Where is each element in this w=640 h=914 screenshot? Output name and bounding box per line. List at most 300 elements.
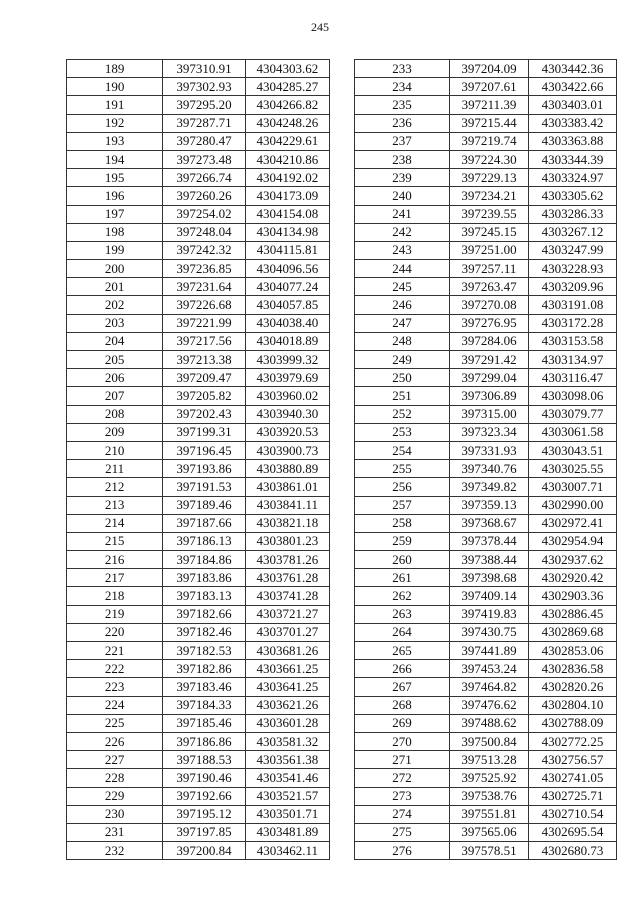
y-coordinate-cell: 4303228.93 [529, 260, 617, 278]
table-row [355, 114, 617, 132]
x-coordinate-cell: 397409.14 [450, 587, 529, 605]
x-coordinate-cell: 397193.86 [163, 460, 245, 478]
table-row [355, 423, 617, 441]
x-coordinate-cell: 397245.15 [450, 223, 529, 241]
y-coordinate-cell: 4303601.28 [245, 714, 329, 732]
y-coordinate-cell: 4302710.54 [529, 805, 617, 823]
x-coordinate-cell: 397204.09 [450, 60, 529, 78]
table-row [355, 787, 617, 805]
point-number-cell: 228 [67, 769, 163, 787]
point-number-cell: 202 [67, 296, 163, 314]
y-coordinate-cell: 4303841.11 [245, 496, 329, 514]
y-coordinate-cell: 4303462.11 [245, 842, 329, 860]
table-row [355, 514, 617, 532]
point-number-cell: 258 [355, 514, 450, 532]
table-row [67, 278, 330, 296]
y-coordinate-cell: 4302836.58 [529, 660, 617, 678]
y-coordinate-cell: 4303861.01 [245, 478, 329, 496]
table-row [67, 205, 330, 223]
table-row [355, 751, 617, 769]
x-coordinate-cell: 397306.89 [450, 387, 529, 405]
point-number-cell: 268 [355, 696, 450, 714]
x-coordinate-cell: 397266.74 [163, 169, 245, 187]
point-number-cell: 272 [355, 769, 450, 787]
table-row [355, 369, 617, 387]
table-row [355, 187, 617, 205]
point-number-cell: 262 [355, 587, 450, 605]
table-row [355, 551, 617, 569]
point-number-cell: 254 [355, 441, 450, 459]
x-coordinate-cell: 397195.12 [163, 805, 245, 823]
y-coordinate-cell: 4304229.61 [245, 132, 329, 150]
x-coordinate-cell: 397186.86 [163, 732, 245, 750]
x-coordinate-cell: 397419.83 [450, 605, 529, 623]
table-row [355, 569, 617, 587]
x-coordinate-cell: 397207.61 [450, 78, 529, 96]
point-number-cell: 216 [67, 551, 163, 569]
point-number-cell: 249 [355, 351, 450, 369]
table-row [67, 642, 330, 660]
x-coordinate-cell: 397291.42 [450, 351, 529, 369]
x-coordinate-cell: 397349.82 [450, 478, 529, 496]
x-coordinate-cell: 397184.33 [163, 696, 245, 714]
x-coordinate-cell: 397251.00 [450, 241, 529, 259]
table-row [355, 241, 617, 259]
x-coordinate-cell: 397276.95 [450, 314, 529, 332]
y-coordinate-cell: 4303286.33 [529, 205, 617, 223]
point-number-cell: 276 [355, 842, 450, 860]
y-coordinate-cell: 4303999.32 [245, 351, 329, 369]
x-coordinate-cell: 397209.47 [163, 369, 245, 387]
table-row [355, 678, 617, 696]
table-row [67, 769, 330, 787]
point-number-cell: 275 [355, 823, 450, 841]
point-number-cell: 215 [67, 532, 163, 550]
y-coordinate-cell: 4304173.09 [245, 187, 329, 205]
x-coordinate-cell: 397464.82 [450, 678, 529, 696]
table-row [67, 842, 330, 860]
y-coordinate-cell: 4303641.25 [245, 678, 329, 696]
point-number-cell: 250 [355, 369, 450, 387]
x-coordinate-cell: 397221.99 [163, 314, 245, 332]
x-coordinate-cell: 397525.92 [450, 769, 529, 787]
point-number-cell: 261 [355, 569, 450, 587]
point-number-cell: 219 [67, 605, 163, 623]
x-coordinate-cell: 397323.34 [450, 423, 529, 441]
y-coordinate-cell: 4303043.51 [529, 441, 617, 459]
table-row [67, 714, 330, 732]
table-row [67, 787, 330, 805]
y-coordinate-cell: 4302937.62 [529, 551, 617, 569]
y-coordinate-cell: 4303007.71 [529, 478, 617, 496]
point-number-cell: 209 [67, 423, 163, 441]
y-coordinate-cell: 4303134.97 [529, 351, 617, 369]
point-number-cell: 200 [67, 260, 163, 278]
y-coordinate-cell: 4302903.36 [529, 587, 617, 605]
point-number-cell: 232 [67, 842, 163, 860]
table-row [67, 132, 330, 150]
table-row [355, 587, 617, 605]
point-number-cell: 267 [355, 678, 450, 696]
table-row [67, 260, 330, 278]
point-number-cell: 220 [67, 623, 163, 641]
table-row [355, 696, 617, 714]
table-row [67, 296, 330, 314]
table-row [67, 623, 330, 641]
y-coordinate-cell: 4303621.26 [245, 696, 329, 714]
table-row [67, 496, 330, 514]
coordinates-table-left [66, 59, 330, 860]
point-number-cell: 239 [355, 169, 450, 187]
table-row [355, 823, 617, 841]
y-coordinate-cell: 4303172.28 [529, 314, 617, 332]
x-coordinate-cell: 397211.39 [450, 96, 529, 114]
x-coordinate-cell: 397359.13 [450, 496, 529, 514]
table-row [67, 514, 330, 532]
y-coordinate-cell: 4303521.57 [245, 787, 329, 805]
x-coordinate-cell: 397368.67 [450, 514, 529, 532]
x-coordinate-cell: 397257.11 [450, 260, 529, 278]
table-row [67, 223, 330, 241]
point-number-cell: 251 [355, 387, 450, 405]
point-number-cell: 211 [67, 460, 163, 478]
x-coordinate-cell: 397260.26 [163, 187, 245, 205]
y-coordinate-cell: 4302990.00 [529, 496, 617, 514]
y-coordinate-cell: 4303681.26 [245, 642, 329, 660]
x-coordinate-cell: 397388.44 [450, 551, 529, 569]
table-row [355, 260, 617, 278]
point-number-cell: 190 [67, 78, 163, 96]
table-row [355, 532, 617, 550]
y-coordinate-cell: 4303960.02 [245, 387, 329, 405]
x-coordinate-cell: 397430.75 [450, 623, 529, 641]
y-coordinate-cell: 4303422.66 [529, 78, 617, 96]
x-coordinate-cell: 397205.82 [163, 387, 245, 405]
y-coordinate-cell: 4303721.27 [245, 605, 329, 623]
y-coordinate-cell: 4303979.69 [245, 369, 329, 387]
point-number-cell: 221 [67, 642, 163, 660]
point-number-cell: 240 [355, 187, 450, 205]
y-coordinate-cell: 4302820.26 [529, 678, 617, 696]
y-coordinate-cell: 4303581.32 [245, 732, 329, 750]
table-row [67, 805, 330, 823]
table-row [355, 296, 617, 314]
y-coordinate-cell: 4302972.41 [529, 514, 617, 532]
point-number-cell: 238 [355, 150, 450, 168]
point-number-cell: 192 [67, 114, 163, 132]
point-number-cell: 252 [355, 405, 450, 423]
table-row [67, 369, 330, 387]
table-row [355, 642, 617, 660]
table-row [67, 551, 330, 569]
y-coordinate-cell: 4303661.25 [245, 660, 329, 678]
y-coordinate-cell: 4304266.82 [245, 96, 329, 114]
table-row [355, 732, 617, 750]
x-coordinate-cell: 397331.93 [450, 441, 529, 459]
point-number-cell: 203 [67, 314, 163, 332]
y-coordinate-cell: 4302788.09 [529, 714, 617, 732]
x-coordinate-cell: 397229.13 [450, 169, 529, 187]
point-number-cell: 256 [355, 478, 450, 496]
y-coordinate-cell: 4303561.38 [245, 751, 329, 769]
x-coordinate-cell: 397199.31 [163, 423, 245, 441]
x-coordinate-cell: 397551.81 [450, 805, 529, 823]
point-number-cell: 194 [67, 150, 163, 168]
x-coordinate-cell: 397441.89 [450, 642, 529, 660]
x-coordinate-cell: 397263.47 [450, 278, 529, 296]
y-coordinate-cell: 4302869.68 [529, 623, 617, 641]
y-coordinate-cell: 4304248.26 [245, 114, 329, 132]
x-coordinate-cell: 397191.53 [163, 478, 245, 496]
y-coordinate-cell: 4303741.28 [245, 587, 329, 605]
y-coordinate-cell: 4303363.88 [529, 132, 617, 150]
y-coordinate-cell: 4303079.77 [529, 405, 617, 423]
x-coordinate-cell: 397183.13 [163, 587, 245, 605]
table-row [67, 696, 330, 714]
table-row [67, 532, 330, 550]
table-row [355, 460, 617, 478]
table-row [67, 187, 330, 205]
table-row [355, 351, 617, 369]
x-coordinate-cell: 397287.71 [163, 114, 245, 132]
x-coordinate-cell: 397187.66 [163, 514, 245, 532]
x-coordinate-cell: 397565.06 [450, 823, 529, 841]
y-coordinate-cell: 4304285.27 [245, 78, 329, 96]
x-coordinate-cell: 397189.46 [163, 496, 245, 514]
table-row [67, 423, 330, 441]
point-number-cell: 241 [355, 205, 450, 223]
table-row [67, 751, 330, 769]
x-coordinate-cell: 397190.46 [163, 769, 245, 787]
table-row [67, 314, 330, 332]
y-coordinate-cell: 4302920.42 [529, 569, 617, 587]
table-row [67, 823, 330, 841]
point-number-cell: 230 [67, 805, 163, 823]
y-coordinate-cell: 4302756.57 [529, 751, 617, 769]
y-coordinate-cell: 4304018.89 [245, 332, 329, 350]
point-number-cell: 235 [355, 96, 450, 114]
table-row [67, 169, 330, 187]
x-coordinate-cell: 397248.04 [163, 223, 245, 241]
point-number-cell: 244 [355, 260, 450, 278]
point-number-cell: 231 [67, 823, 163, 841]
point-number-cell: 271 [355, 751, 450, 769]
table-row [67, 678, 330, 696]
point-number-cell: 218 [67, 587, 163, 605]
x-coordinate-cell: 397183.86 [163, 569, 245, 587]
x-coordinate-cell: 397185.46 [163, 714, 245, 732]
y-coordinate-cell: 4303324.97 [529, 169, 617, 187]
point-number-cell: 223 [67, 678, 163, 696]
table-row [355, 623, 617, 641]
y-coordinate-cell: 4302853.06 [529, 642, 617, 660]
point-number-cell: 225 [67, 714, 163, 732]
point-number-cell: 236 [355, 114, 450, 132]
x-coordinate-cell: 397340.76 [450, 460, 529, 478]
table-row [355, 150, 617, 168]
y-coordinate-cell: 4303191.08 [529, 296, 617, 314]
table-row [355, 60, 617, 78]
y-coordinate-cell: 4303701.27 [245, 623, 329, 641]
y-coordinate-cell: 4302954.94 [529, 532, 617, 550]
point-number-cell: 224 [67, 696, 163, 714]
x-coordinate-cell: 397315.00 [450, 405, 529, 423]
x-coordinate-cell: 397186.13 [163, 532, 245, 550]
table-row [355, 805, 617, 823]
y-coordinate-cell: 4302680.73 [529, 842, 617, 860]
table-row [67, 460, 330, 478]
point-number-cell: 201 [67, 278, 163, 296]
table-row [67, 78, 330, 96]
x-coordinate-cell: 397219.74 [450, 132, 529, 150]
point-number-cell: 193 [67, 132, 163, 150]
x-coordinate-cell: 397488.62 [450, 714, 529, 732]
point-number-cell: 266 [355, 660, 450, 678]
x-coordinate-cell: 397197.85 [163, 823, 245, 841]
point-number-cell: 269 [355, 714, 450, 732]
y-coordinate-cell: 4303344.39 [529, 150, 617, 168]
y-coordinate-cell: 4303247.99 [529, 241, 617, 259]
y-coordinate-cell: 4303541.46 [245, 769, 329, 787]
table-row [355, 769, 617, 787]
table-row [355, 478, 617, 496]
y-coordinate-cell: 4304038.40 [245, 314, 329, 332]
point-number-cell: 264 [355, 623, 450, 641]
table-row [355, 441, 617, 459]
y-coordinate-cell: 4303940.30 [245, 405, 329, 423]
y-coordinate-cell: 4304154.08 [245, 205, 329, 223]
point-number-cell: 253 [355, 423, 450, 441]
y-coordinate-cell: 4303061.58 [529, 423, 617, 441]
x-coordinate-cell: 397192.66 [163, 787, 245, 805]
point-number-cell: 260 [355, 551, 450, 569]
point-number-cell: 234 [355, 78, 450, 96]
y-coordinate-cell: 4303267.12 [529, 223, 617, 241]
table-row [355, 205, 617, 223]
table-row [67, 732, 330, 750]
x-coordinate-cell: 397299.04 [450, 369, 529, 387]
x-coordinate-cell: 397295.20 [163, 96, 245, 114]
point-number-cell: 226 [67, 732, 163, 750]
x-coordinate-cell: 397242.32 [163, 241, 245, 259]
point-number-cell: 227 [67, 751, 163, 769]
point-number-cell: 189 [67, 60, 163, 78]
point-number-cell: 197 [67, 205, 163, 223]
x-coordinate-cell: 397273.48 [163, 150, 245, 168]
y-coordinate-cell: 4304210.86 [245, 150, 329, 168]
y-coordinate-cell: 4303920.53 [245, 423, 329, 441]
x-coordinate-cell: 397284.06 [450, 332, 529, 350]
x-coordinate-cell: 397213.38 [163, 351, 245, 369]
x-coordinate-cell: 397182.66 [163, 605, 245, 623]
x-coordinate-cell: 397280.47 [163, 132, 245, 150]
point-number-cell: 242 [355, 223, 450, 241]
table-row [67, 405, 330, 423]
point-number-cell: 274 [355, 805, 450, 823]
y-coordinate-cell: 4303403.01 [529, 96, 617, 114]
table-row [67, 60, 330, 78]
point-number-cell: 206 [67, 369, 163, 387]
point-number-cell: 198 [67, 223, 163, 241]
x-coordinate-cell: 397188.53 [163, 751, 245, 769]
x-coordinate-cell: 397226.68 [163, 296, 245, 314]
y-coordinate-cell: 4303305.62 [529, 187, 617, 205]
x-coordinate-cell: 397513.28 [450, 751, 529, 769]
x-coordinate-cell: 397224.30 [450, 150, 529, 168]
table-row [67, 241, 330, 259]
y-coordinate-cell: 4303442.36 [529, 60, 617, 78]
y-coordinate-cell: 4303781.26 [245, 551, 329, 569]
x-coordinate-cell: 397234.21 [450, 187, 529, 205]
point-number-cell: 273 [355, 787, 450, 805]
table-row [67, 387, 330, 405]
y-coordinate-cell: 4304303.62 [245, 60, 329, 78]
table-row [67, 605, 330, 623]
table-row [67, 150, 330, 168]
x-coordinate-cell: 397270.08 [450, 296, 529, 314]
table-row [355, 314, 617, 332]
y-coordinate-cell: 4303900.73 [245, 441, 329, 459]
point-number-cell: 237 [355, 132, 450, 150]
point-number-cell: 255 [355, 460, 450, 478]
y-coordinate-cell: 4303098.06 [529, 387, 617, 405]
point-number-cell: 229 [67, 787, 163, 805]
y-coordinate-cell: 4304192.02 [245, 169, 329, 187]
point-number-cell: 257 [355, 496, 450, 514]
point-number-cell: 208 [67, 405, 163, 423]
y-coordinate-cell: 4302886.45 [529, 605, 617, 623]
x-coordinate-cell: 397217.56 [163, 332, 245, 350]
point-number-cell: 217 [67, 569, 163, 587]
y-coordinate-cell: 4303153.58 [529, 332, 617, 350]
point-number-cell: 233 [355, 60, 450, 78]
y-coordinate-cell: 4302725.71 [529, 787, 617, 805]
point-number-cell: 210 [67, 441, 163, 459]
point-number-cell: 204 [67, 332, 163, 350]
page-number: 245 [311, 20, 329, 34]
point-number-cell: 245 [355, 278, 450, 296]
point-number-cell: 222 [67, 660, 163, 678]
point-number-cell: 191 [67, 96, 163, 114]
table-row [355, 96, 617, 114]
point-number-cell: 243 [355, 241, 450, 259]
x-coordinate-cell: 397231.64 [163, 278, 245, 296]
table-row [67, 351, 330, 369]
y-coordinate-cell: 4302695.54 [529, 823, 617, 841]
point-number-cell: 265 [355, 642, 450, 660]
x-coordinate-cell: 397182.46 [163, 623, 245, 641]
table-row [355, 278, 617, 296]
x-coordinate-cell: 397500.84 [450, 732, 529, 750]
table-row [67, 96, 330, 114]
x-coordinate-cell: 397453.24 [450, 660, 529, 678]
y-coordinate-cell: 4304077.24 [245, 278, 329, 296]
table-row [355, 78, 617, 96]
point-number-cell: 247 [355, 314, 450, 332]
y-coordinate-cell: 4302804.10 [529, 696, 617, 714]
table-row [67, 332, 330, 350]
table-row [67, 587, 330, 605]
table-row [355, 496, 617, 514]
x-coordinate-cell: 397254.02 [163, 205, 245, 223]
table-row [355, 132, 617, 150]
x-coordinate-cell: 397398.68 [450, 569, 529, 587]
point-number-cell: 212 [67, 478, 163, 496]
x-coordinate-cell: 397202.43 [163, 405, 245, 423]
y-coordinate-cell: 4303481.89 [245, 823, 329, 841]
x-coordinate-cell: 397200.84 [163, 842, 245, 860]
table-row [355, 332, 617, 350]
